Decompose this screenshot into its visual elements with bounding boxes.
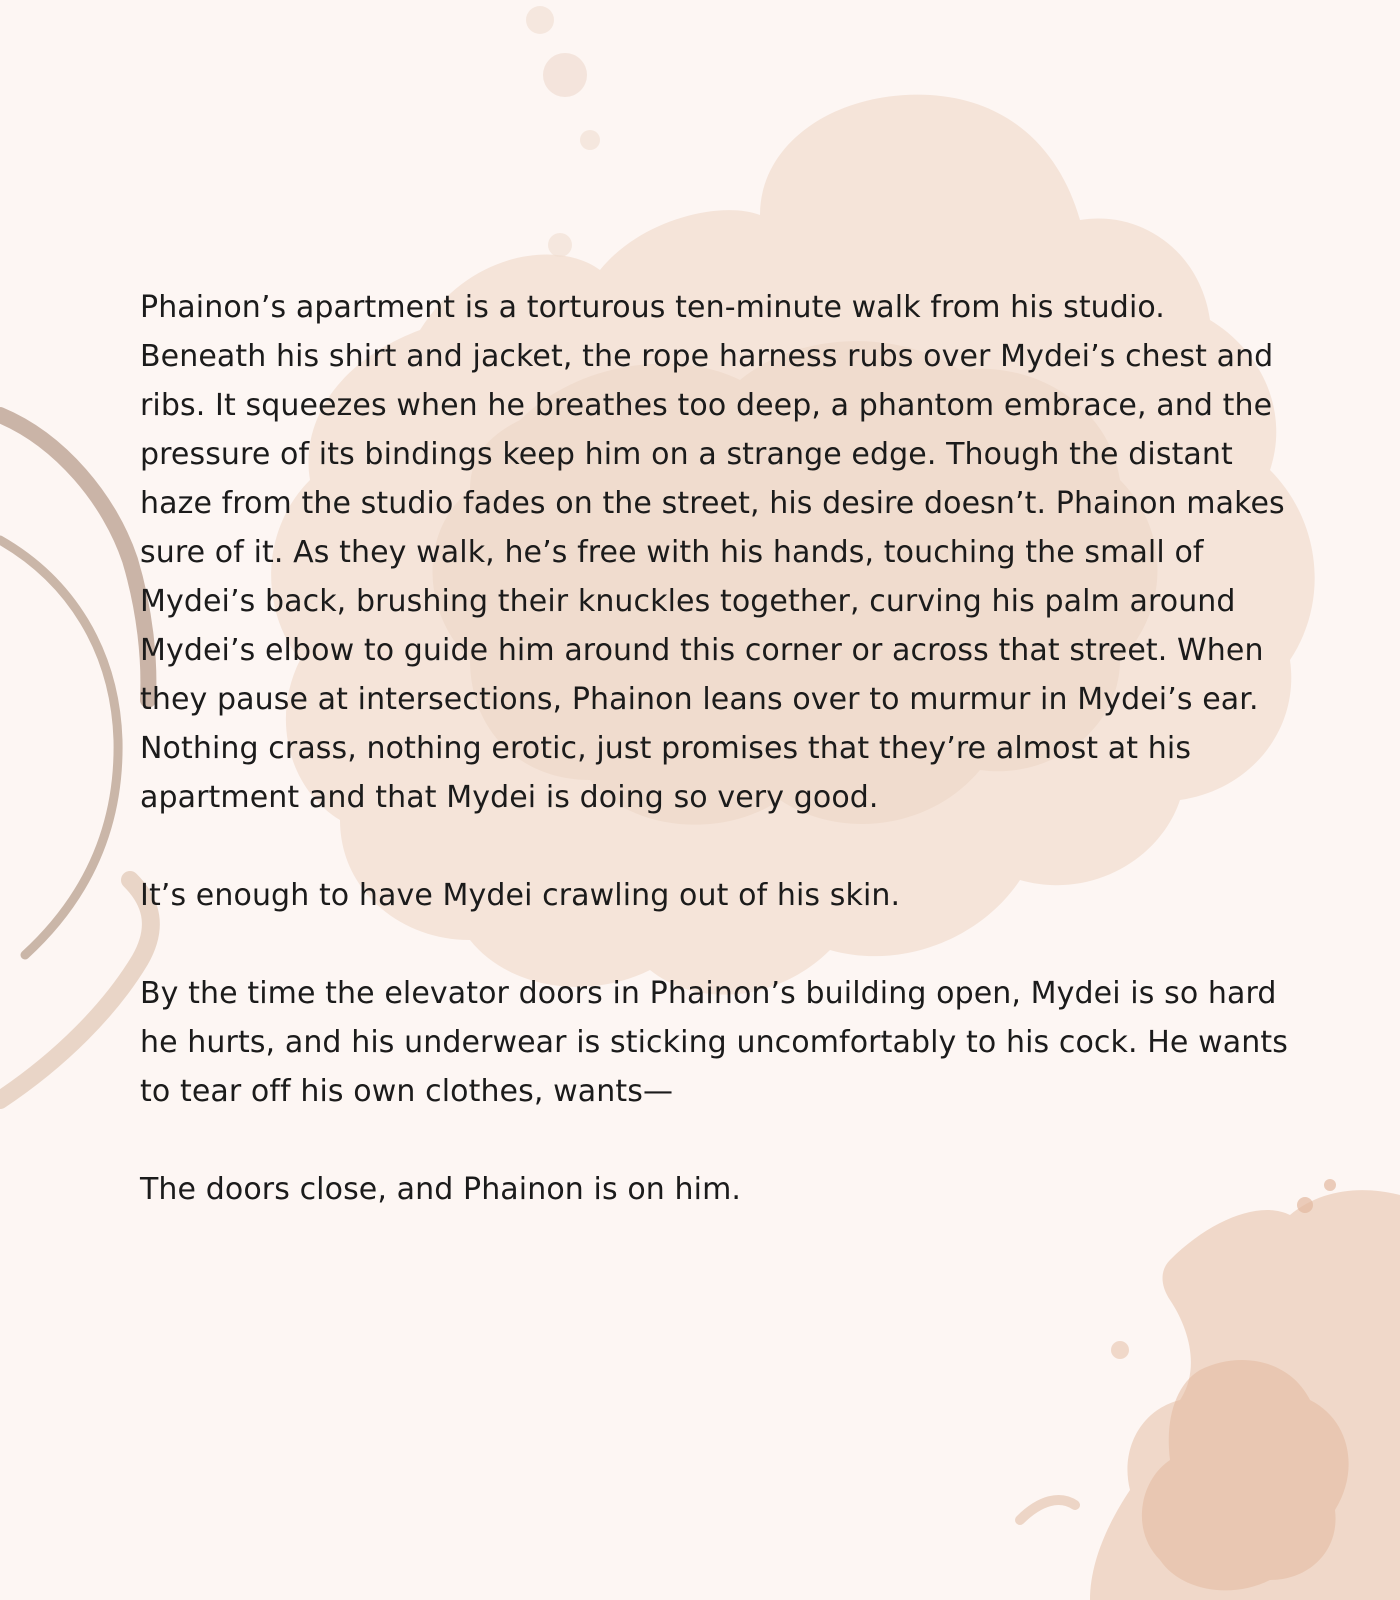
stain-drop <box>1111 1341 1129 1359</box>
stain-drop <box>543 53 587 97</box>
paragraph-3: By the time the elevator doors in Phainon’s building open, Mydei is so hard he hurts, and his underwear is sticking uncomfortably to his cock. He wants to tear off his own clothes, wants— <box>140 976 1288 1109</box>
left-ring-stain <box>0 540 118 955</box>
bottom-left-stain-streak <box>1020 1500 1075 1520</box>
stain-drop <box>1324 1179 1336 1191</box>
stain-drop <box>580 130 600 150</box>
stain-drop <box>548 233 572 257</box>
left-stain-streak <box>0 880 151 1100</box>
story-text <box>140 283 1290 1214</box>
stain-drop <box>1297 1197 1313 1213</box>
paragraph-2: It’s enough to have Mydei crawling out of his skin. <box>140 878 901 913</box>
paragraph-1: Phainon’s apartment is a torturous ten-minute walk from his studio. Beneath his shirt and jacket, the rope harness rubs over Mydei’s chest and ribs. It squeezes when he breathes too deep, a phantom embrace, and the pressure of its bindings keep him on a strange edge. Though the distant haze from the studio fades on the street, his desire doesn’t. Phainon makes sure of it. As they walk, he’s free with his hands, touching the small of Mydei’s back, brushing their knuckles together, curving his palm around Mydei’s elbow to guide him around this corner or across that street. When they pause at intersections, Phainon leans over to murmur in Mydei’s ear. Nothing crass, nothing erotic, just promises that they’re almost at his apartment and that Mydei is doing so very good. <box>140 290 1285 815</box>
stain-drop <box>526 6 554 34</box>
paragraph-4: The doors close, and Phainon is on him. <box>140 1172 742 1207</box>
